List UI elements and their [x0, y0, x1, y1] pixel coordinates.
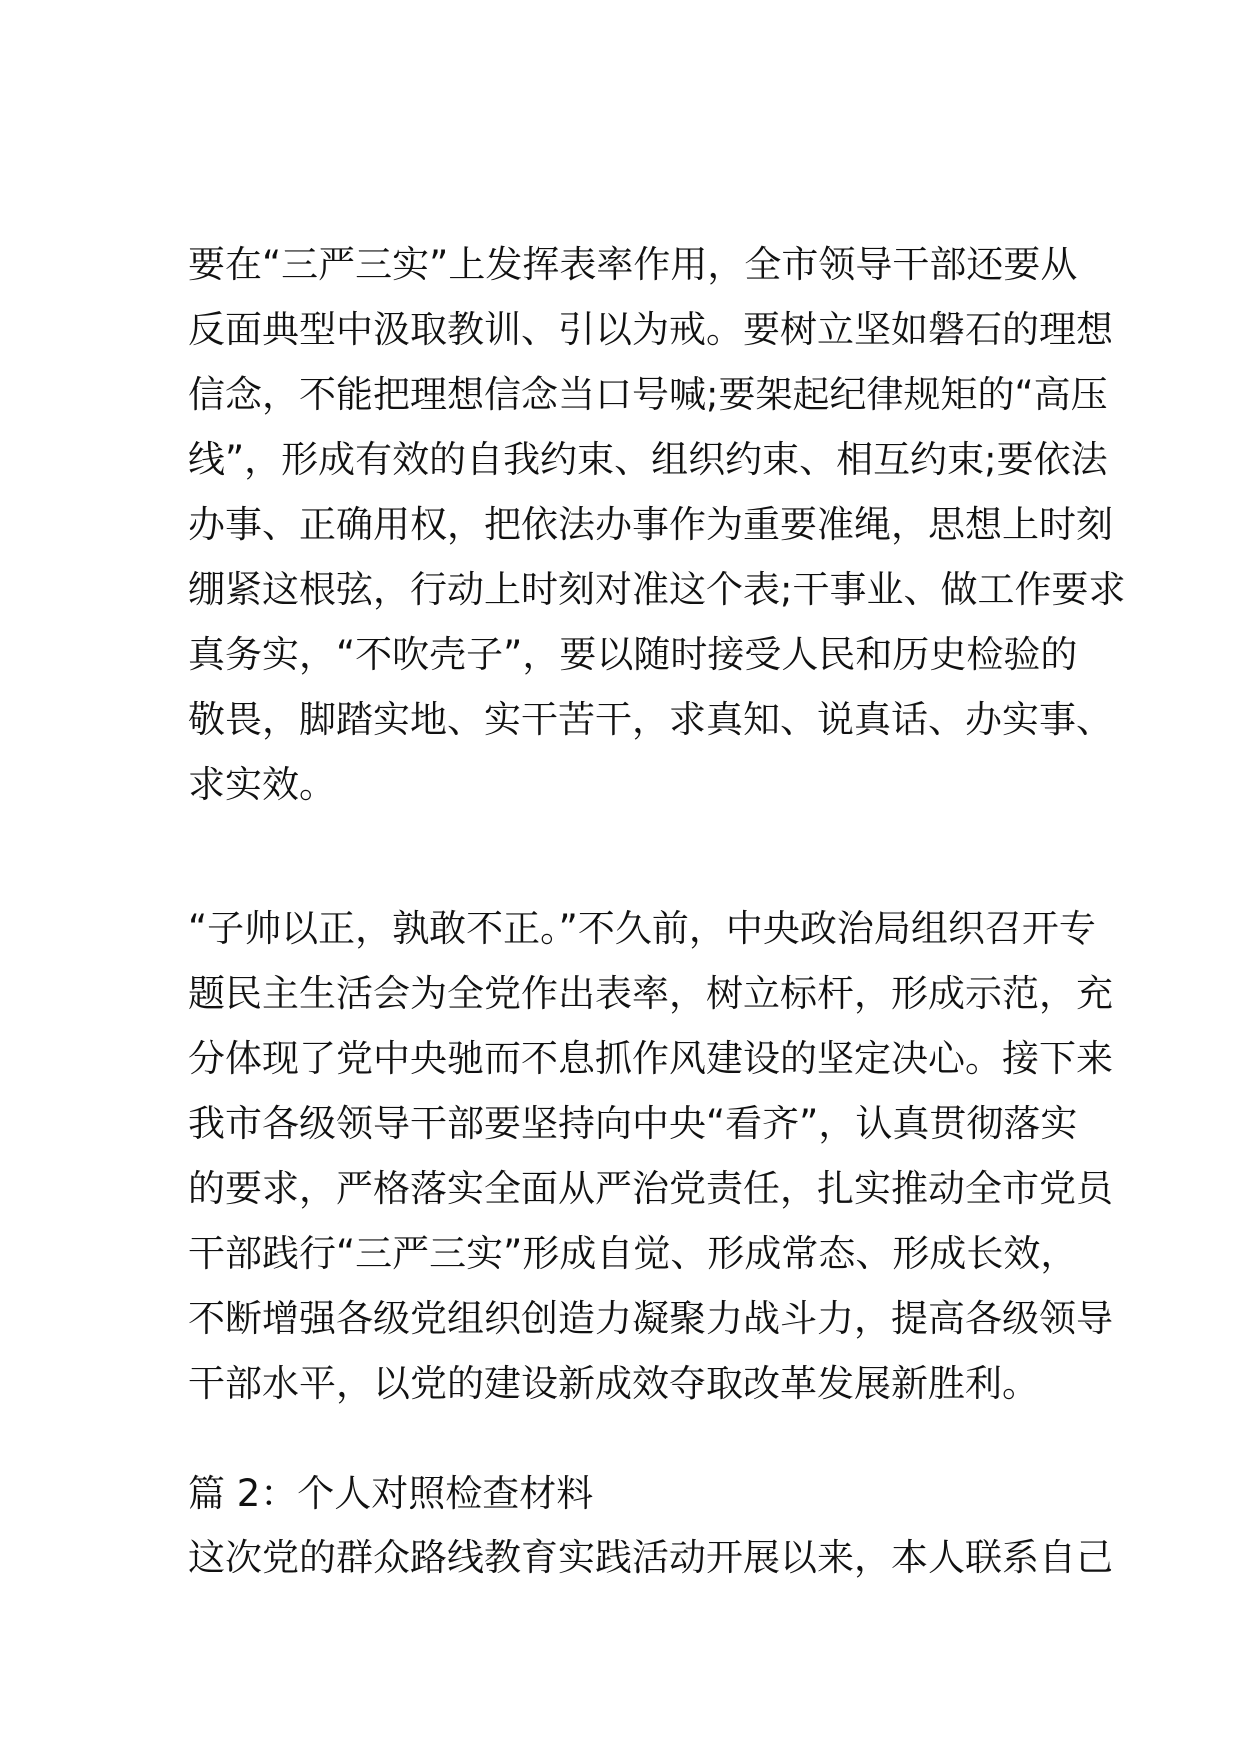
text-line: 干部践行“三严三实”形成自觉、形成常态、形成长效，: [188, 1232, 1078, 1275]
text-line: 求实效。: [188, 763, 336, 806]
text-line: 的要求，严格落实全面从严治党责任，扎实推动全市党员: [188, 1167, 1113, 1210]
text-line: 线”，形成有效的自我约束、组织约束、相互约束;要依法: [188, 438, 1108, 481]
text-line: 题民主生活会为全党作出表率，树立标杆，形成示范，充: [188, 972, 1113, 1015]
text-line: 信念，不能把理想信念当口号喊;要架起纪律规矩的“高压: [188, 373, 1108, 416]
text-line: 我市各级领导干部要坚持向中央“看齐”，认真贯彻落实: [188, 1102, 1078, 1145]
text-line: 不断增强各级党组织创造力凝聚力战斗力，提高各级领导: [188, 1297, 1113, 1340]
text-line: 绷紧这根弦，行动上时刻对准这个表;干事业、做工作要求: [188, 568, 1126, 611]
text-line: “子帅以正，孰敢不正。”不久前，中央政治局组织召开专: [188, 907, 1096, 950]
text-line: 敬畏，脚踏实地、实干苦干，求真知、说真话、办实事、: [188, 698, 1113, 741]
text-line: 干部水平，以党的建设新成效夺取改革发展新胜利。: [188, 1362, 1039, 1405]
text-line: 分体现了党中央驰而不息抓作风建设的坚定决心。接下来: [188, 1037, 1113, 1080]
text-line: 真务实，“不吹壳子”，要以随时接受人民和历史检验的: [188, 633, 1078, 676]
text-line: 要在“三严三实”上发挥表率作用，全市领导干部还要从: [188, 243, 1078, 286]
section-heading: 篇 2：个人对照检查材料: [188, 1472, 594, 1515]
text-line: 这次党的群众路线教育实践活动开展以来，本人联系自己: [188, 1536, 1113, 1579]
text-line: 办事、正确用权，把依法办事作为重要准绳，思想上时刻: [188, 503, 1113, 546]
text-line: 反面典型中汲取教训、引以为戒。要树立坚如磐石的理想: [188, 308, 1113, 351]
